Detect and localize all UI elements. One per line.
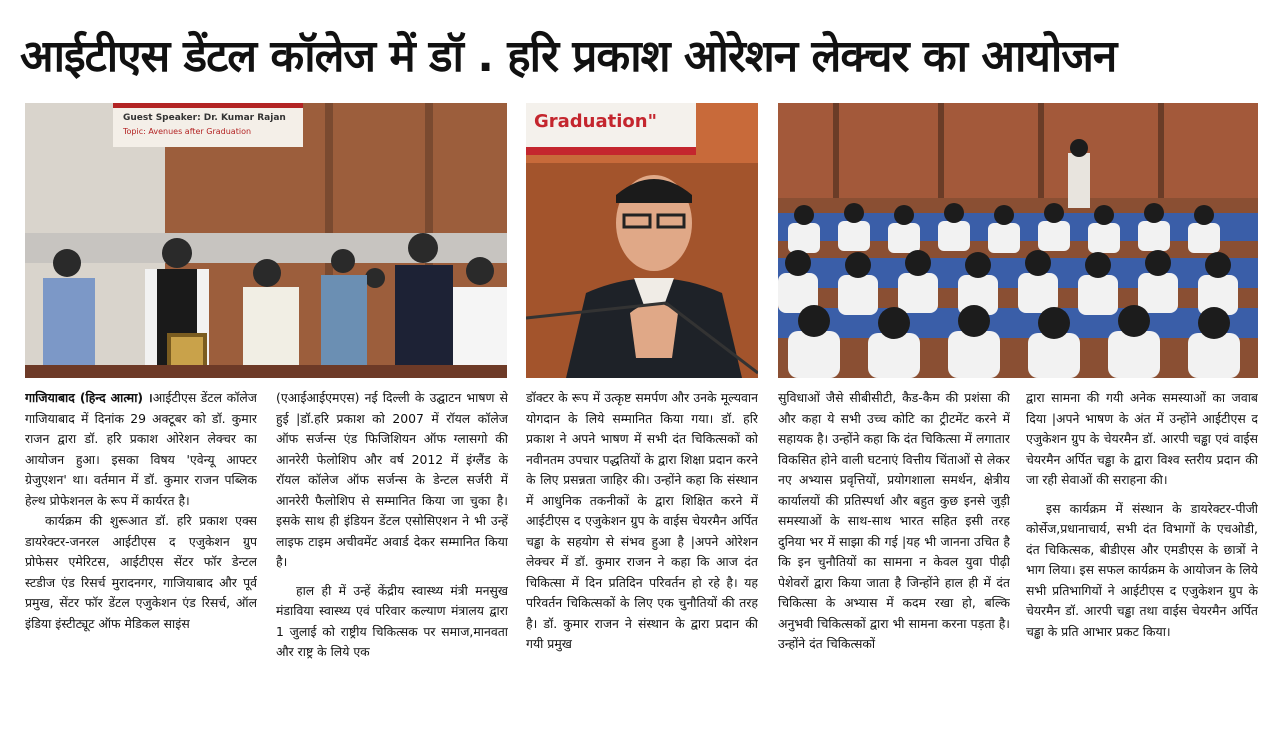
dateline: गाजियाबाद (हिन्द आत्मा) ।	[25, 390, 153, 405]
banner-topic-text: Topic: Avenues after Graduation	[123, 127, 252, 136]
article-paragraph: द्वारा सामना की गयी अनेक समस्याओं का जवाब दिया |अपने भाषण के अंत में उन्होंने आईटीएस द एजुकेशन ग्रुप के चेयरमैन डॉ. आरपी चड्ढा एवं वाईस चेयरमैन अर्पित चड्ढा के द्वारा विश्व स्तरीय प्रदान की जा रही सेवाओं की सराहना की।	[1026, 390, 1258, 487]
article-column-5	[1026, 388, 1258, 728]
banner-graduation-text: Graduation"	[534, 111, 657, 132]
article-column-1	[25, 388, 257, 728]
article-column-4	[778, 388, 1010, 728]
article-paragraph: इस कार्यक्रम में संस्थान के डायरेक्टर-पीजी कोर्सेज,प्रधानाचार्य, सभी दंत विभागों के एचओडी, दंत चिकित्सक, बीडीएस और एमडीएस के छात्रों ने भाग लिया। इस सफल कार्यक्रम के आयोजन के लिये सभी प्रतिभागियों ने आईटीएस द एजुकेशन ग्रुप के चेयरमैन डॉ. आरपी चड्ढा तथा वाईस चेयरमैन अर्पित चड्ढा के प्रति आभार प्रकट किया।	[1026, 500, 1258, 639]
banner-speaker-text: Guest Speaker: Dr. Kumar Rajan	[123, 113, 286, 123]
article-column-3	[526, 388, 758, 728]
article-column-2	[276, 388, 508, 728]
article-paragraph: कार्यक्रम की शुरूआत डॉ. हरि प्रकाश एक्स डायरेक्टर-जनरल आईटीएस द एजुकेशन ग्रुप प्रोफेसर एमेरिटस, आईटीएस सेंटर फॉर डेन्टल स्टडीज एंड रिसर्च मुरादनगर, गाजियाबाद और पूर्व प्रमुख, सेंटर फॉर डेंटल एजुकेशन एंड रिसर्च, ऑल इंडिया इंस्टीट्यूट ऑफ मेडिकल साइंस	[25, 513, 257, 631]
speaker-portrait-photo	[526, 103, 758, 378]
article-paragraph: डॉक्टर के रूप में उत्कृष्ट समर्पण और उनके मूल्यवान योगदान के लिये सम्मानित किया गया। डॉ. हरि प्रकाश ने अपने भाषण में सभी दंत चिकित्सकों को नवीनतम उपचार पद्धतियों के द्वारा शिक्षा प्रदान करने के लिए प्रसन्नता जाहिर की। उन्होंने कहा कि संस्थान में आधुनिक तकनीकों के द्वारा शिक्षित करने में आईटीएस द एजुकेशन ग्रुप के वाईस चेयरमैन अर्पित चड्ढा के सहयोग से संभव हुआ है |अपने ओरेशन लेक्चर में डॉ. कुमार राजन ने कहा कि आज दंत चिकित्सा में दिन प्रतिदिन परिवर्तन हो रहे है। यह परिवर्तन चिकित्सकों के लिए एक चुनौतियों की तरह है। डॉ. कुमार राजन ने संस्थान के द्वारा प्रदान की गयी प्रमुख	[526, 390, 758, 651]
article-paragraph: हाल ही में उन्हें केंद्रीय स्वास्थ्य मंत्री मनसुख मंडाविया स्वास्थ्य एवं परिवार कल्याण मंत्रालय द्वारा 1 जुलाई को राष्ट्रीय चिकित्सक पर समाज,मानवता और राष्ट्र के लिये एक	[276, 582, 508, 659]
article-paragraph: (एआईआईएमएस) नई दिल्ली के उद्घाटन भाषण से हुई |डॉ.हरि प्रकाश को 2007 में रॉयल कॉलेज ऑफ सर्जन्स एंड फिजिशियन ऑफ ग्लासगो की आनरेरी फेलोशिप और वर्ष 2012 में इंग्लैंड के रॉयल कॉलेज ऑफ सर्जन्स के डेन्टल सर्जरी में आनरेरी फैलोशिप से सम्मानित किया जा चुका है। इसके साथ ही इंडियन डेंटल एसोसिएशन ने भी उन्हें लाइफ टाइम अचीवमेंट अवार्ड देकर सम्मानित किया है।	[276, 390, 508, 569]
headline: आईटीएस डेंटल कॉलेज में डॉ . हरि प्रकाश ओरेशन लेक्चर का आयोजन	[20, 31, 1117, 82]
award-ceremony-photo	[25, 103, 507, 378]
audience-students-photo	[778, 103, 1258, 378]
article-paragraph: सुविधाओं जैसे सीबीसीटी, कैड-कैम की प्रशंसा की और कहा ये सभी उच्च कोटि का ट्रीटमेंट करने में सहायक है। उन्होंने कहा कि दंत चिकित्सा में लगातार विकसित होने वाली घटनाएं वित्तीय चिंताओं से लेकर नए अभ्यास प्रवृत्तियों, प्रयोगशाला समर्थन, क्षेत्रीय कार्यालयों की प्रतिस्पर्धा और बहुत कुछ इनसे जुड़ी समस्याओं के साथ-साथ भारत सहित इसी तरह दुनिया भर में साझा की गई |यह भी जानना उचित है कि इन चुनौतियों का सामना न केवल युवा पीढ़ी पेशेवरों द्वारा किया जाता है जिन्होंने हाल ही में दंत चिकित्सा के अभ्यास में कदम रखा हो, बल्कि अनुभवी चिकित्सकों द्वारा भी सामना करना पड़ता है। उन्होंने दंत चिकित्सकों	[778, 390, 1010, 651]
article-paragraph: गाजियाबाद (हिन्द आत्मा) ।आईटीएस डेंटल कॉलेज गाजियाबाद में दिनांक 29 अक्टूबर को डॉ. कुमार राजन द्वारा डॉ. हरि प्रकाश ओरेशन लेक्चर का आयोजन हुआ। इसका विषय 'एवेन्यू आफ्टर ग्रेजुएशन' था। वर्तमान में डॉ. कुमार राजन पब्लिक हेल्थ प्रोफेशनल के रूप में कार्यरत है।	[25, 390, 257, 508]
